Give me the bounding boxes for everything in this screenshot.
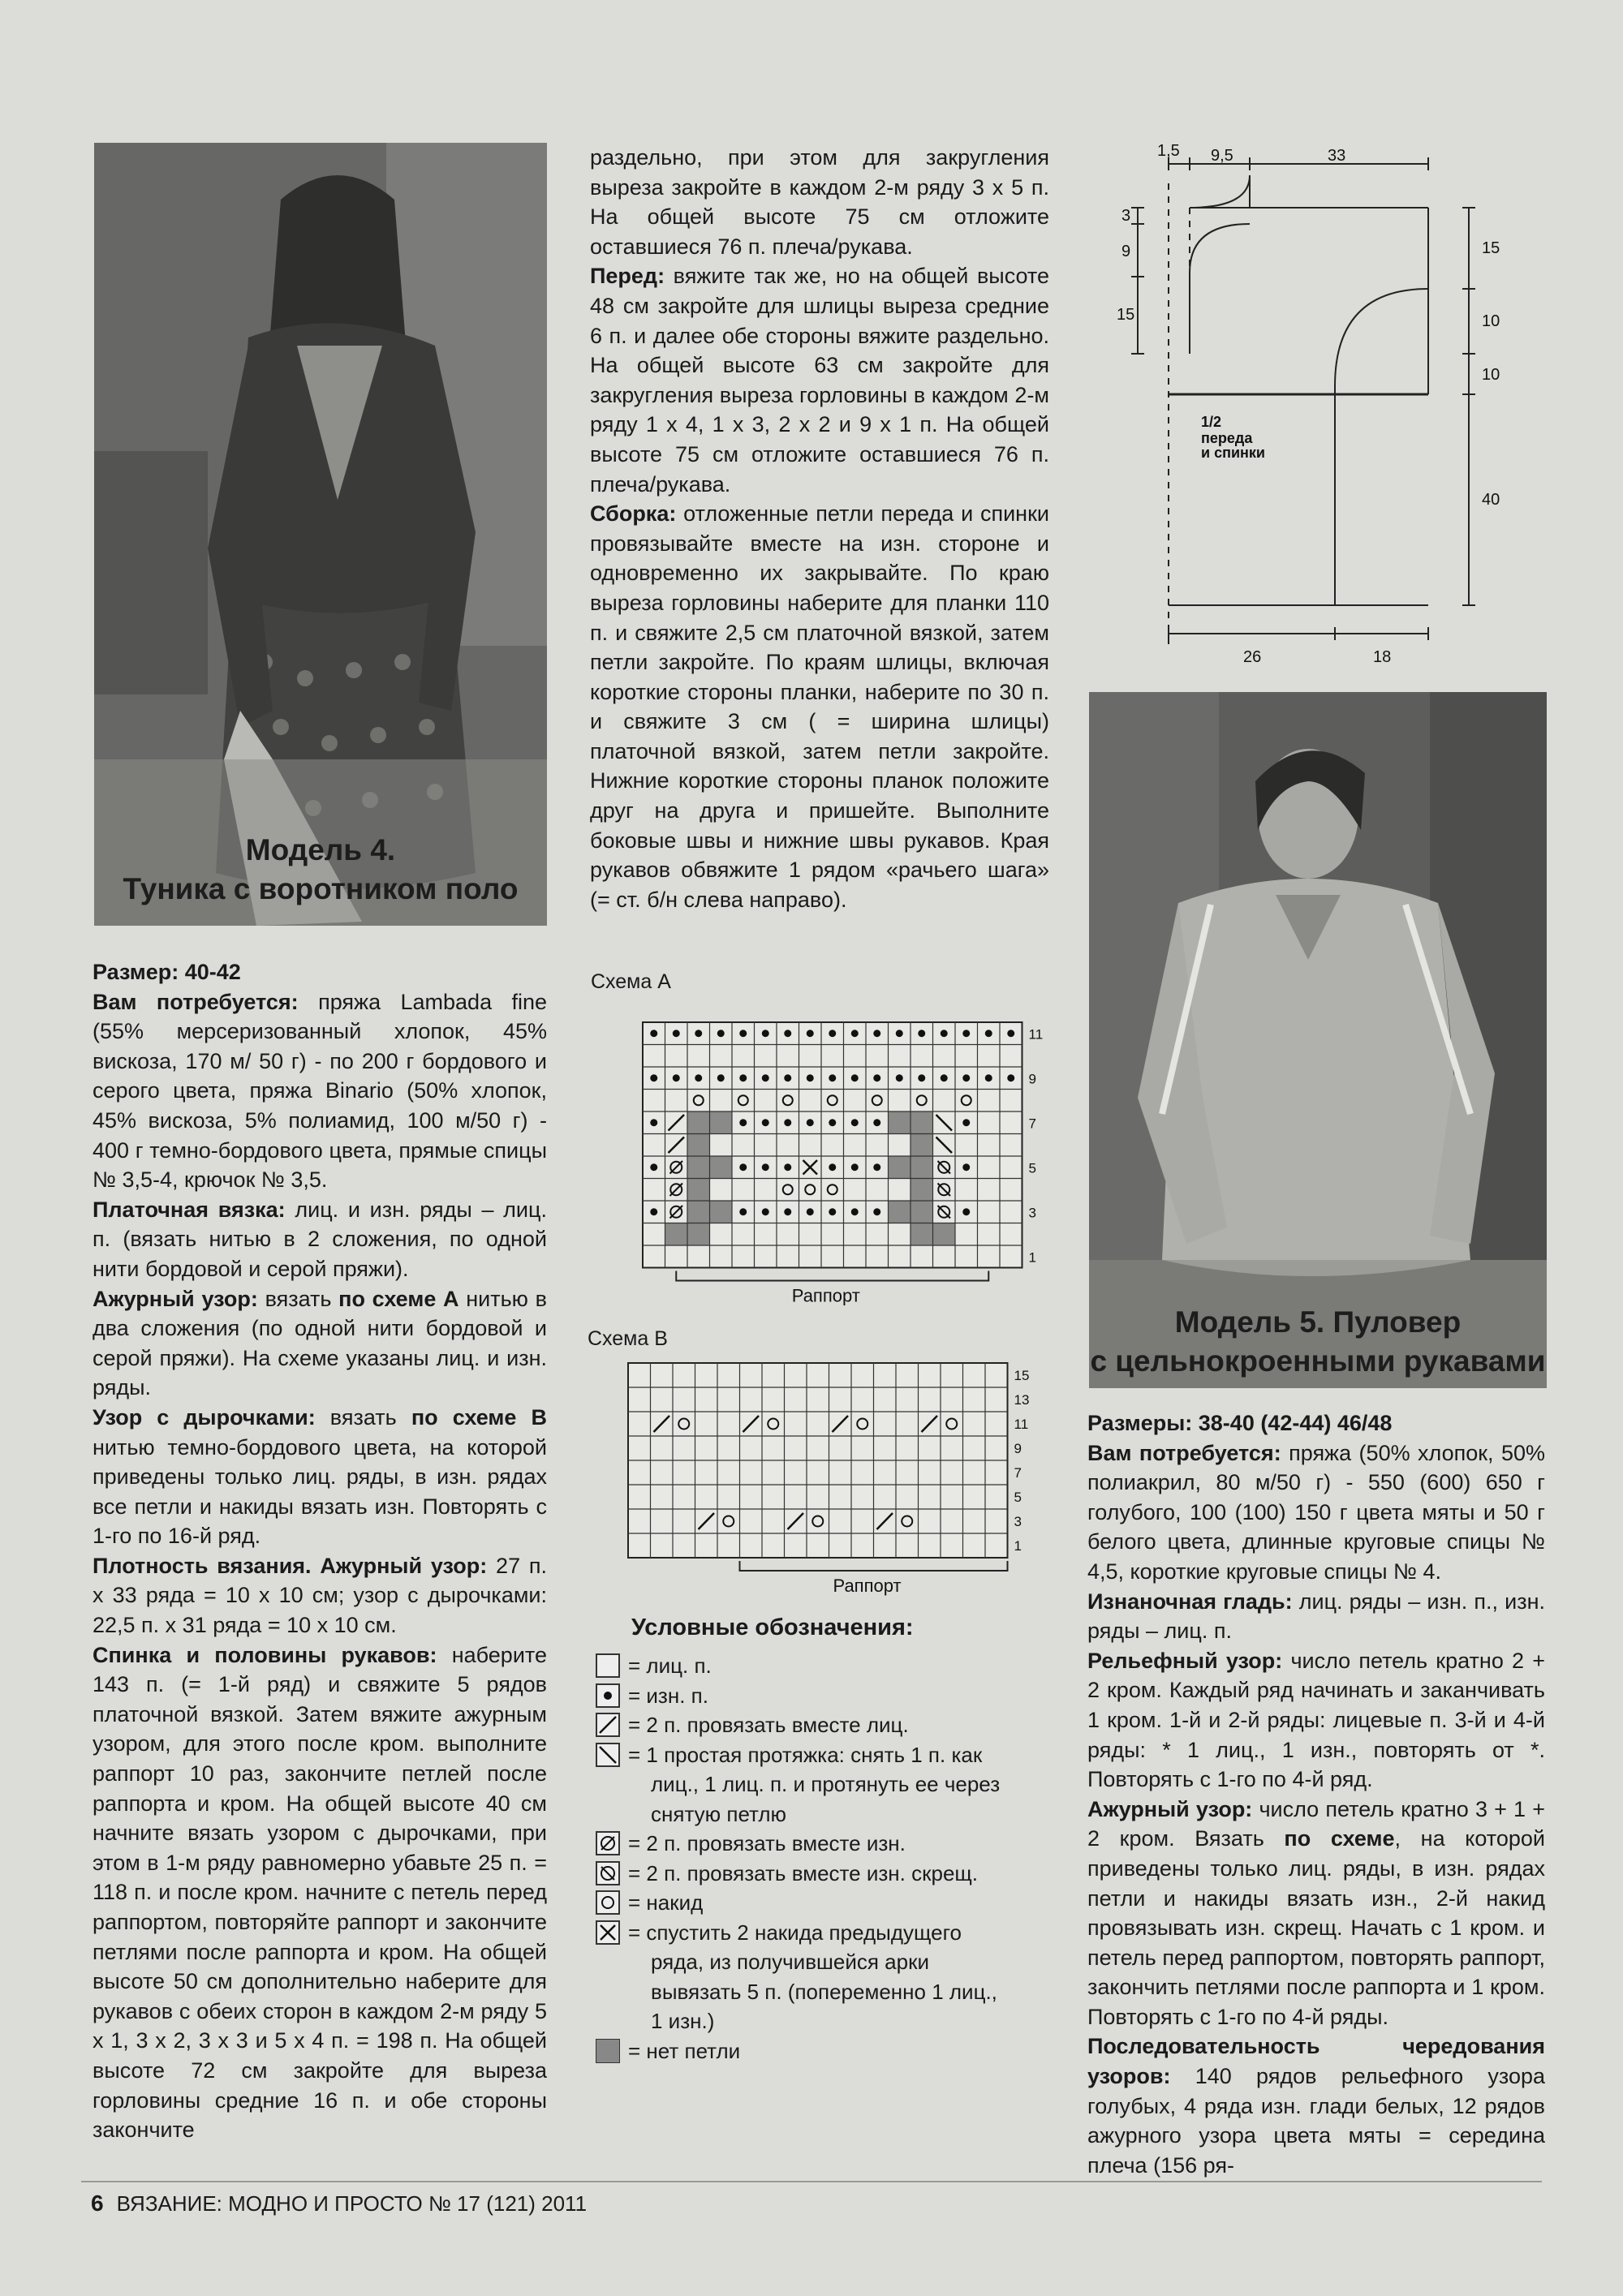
purl-dot — [784, 1030, 791, 1037]
legend-item — [596, 1682, 708, 1714]
legend-item — [596, 1919, 962, 1951]
legend-item — [651, 1800, 786, 1828]
front-label: Перед: — [590, 264, 665, 289]
lace-label: Ажурный узор: — [93, 1286, 258, 1311]
legend-item — [651, 1978, 997, 2006]
model5-caption-line1: Модель 5. Пуловер — [1174, 1305, 1462, 1339]
purl-dot — [762, 1074, 769, 1081]
purl-dot — [739, 1119, 747, 1126]
scheme-a-row-label: 11 — [1028, 1026, 1044, 1043]
purl-dot — [762, 1163, 769, 1171]
purl-dot — [807, 1074, 814, 1081]
model5-figure — [1089, 692, 1547, 1388]
legend-item — [651, 1770, 1000, 1798]
relief-text: число петель кратно 2 + 2 кром. Каждый ряд начинать и заканчивать 1 кром. 1-й и 2-й ряды: лицевые п. 3-й и 4-й ряды: * 1 лиц., 1 изн., повторять от *. Повторять с 1-го по 4-й ряд. — [1087, 1648, 1545, 1792]
relief-label: Рельефный узор: — [1087, 1648, 1283, 1673]
needs-label-2: Вам потребуется: — [1087, 1440, 1281, 1465]
legend-text: = лиц. п. — [628, 1653, 712, 1678]
purl-dot — [829, 1030, 836, 1037]
footer-rule — [81, 2181, 1542, 2182]
no-stitch-cell — [889, 1111, 911, 1134]
legend-symbol-icon — [596, 2039, 620, 2070]
scheme-b-row-label: 7 — [1014, 1465, 1022, 1481]
purl-dot — [851, 1119, 859, 1126]
no-stitch-cell — [911, 1134, 933, 1157]
legend-item — [596, 1889, 703, 1921]
purl-dot — [962, 1208, 970, 1215]
scheme-b-title: Схема В — [588, 1327, 668, 1350]
no-stitch-cell — [687, 1179, 710, 1202]
left-label-1: 3 — [1121, 207, 1131, 225]
legend-text: = изн. п. — [628, 1683, 708, 1708]
lace-text-2a: число петель кратно 3 + 1 + 2 кром. Вязать — [1087, 1796, 1545, 1851]
purl-dot — [784, 1208, 791, 1215]
legend-item — [596, 1711, 909, 1743]
gauge-text: 27 п. х 33 ряда = 10 х 10 см; узор с дырочками: 22,5 п. х 31 ряда = 10 х 10 см. — [93, 1553, 547, 1638]
assembly-label: Сборка: — [590, 501, 677, 527]
no-stitch-cell — [710, 1156, 733, 1179]
legend-symbol-icon — [596, 1920, 620, 1951]
right-label-4: 40 — [1482, 491, 1500, 509]
no-stitch-cell — [889, 1156, 911, 1179]
col2-text1: раздельно, при этом для закругления выреза закройте в каждом 2-м ряду 3 х 5 п. На общей высоте 75 см отложите оставшиеся 76 п. плеча/рукава. — [590, 145, 1049, 259]
lace-text-a: вязать — [257, 1286, 339, 1311]
size-label: Размер: 40-42 — [93, 960, 241, 984]
lace-label-2: Ажурный узор: — [1087, 1796, 1253, 1821]
purl-dot — [762, 1119, 769, 1126]
purl-dot — [873, 1163, 880, 1171]
no-stitch-cell — [710, 1201, 733, 1223]
legend-symbol-icon — [596, 1831, 620, 1862]
legend-item — [596, 1860, 978, 1892]
purl-dot — [695, 1030, 702, 1037]
holes-text-a: вязать — [315, 1404, 411, 1430]
garter-label: Платочная вязка: — [93, 1197, 286, 1222]
page-number: 6 — [91, 2191, 104, 2216]
purl-dot — [851, 1163, 859, 1171]
purl-dot — [851, 1030, 859, 1037]
legend-text: = нет петли — [628, 2038, 741, 2063]
assembly-text: отложенные петли переда и спинки провязывайте вместе на изн. стороне и одновременно их закрывайте. По краю выреза горловины наберите для планки 110 п. и свяжите 2,5 см платочной вязкой, затем петли закройте. По краям шлицы, включая короткие стороны планки, наберите по 30 п. и свяжите 3 см ( = ширина шлицы) платочной вязкой, затем петли закройте. Нижние короткие стороны планок положите друг на друга и пришейте. Выполните боковые швы и нижние швы рукавов. Края рукавов обвяжите 1 рядом «рачьего шага» (= ст. б/н слева направо). — [590, 501, 1049, 912]
no-stitch-cell — [933, 1223, 956, 1246]
legend-symbol-icon — [596, 1653, 620, 1684]
scheme-b-rapport-bracket — [740, 1561, 1008, 1571]
purl-dot — [762, 1208, 769, 1215]
purl-dot — [873, 1030, 880, 1037]
model5-photo — [1089, 692, 1547, 1388]
legend-symbol-icon — [596, 1713, 620, 1743]
scheme-b-row-label: 1 — [1014, 1538, 1022, 1554]
model4-caption-line2: Туника с воротником поло — [123, 872, 519, 905]
scheme-a-title: Схема А — [591, 970, 671, 993]
legend — [596, 1652, 1034, 2074]
right-label-3: 10 — [1482, 366, 1500, 384]
purl-dot — [962, 1163, 970, 1171]
lace-text-2b: , на которой приведены только лиц. ряды, в изн. рядах петли и накиды вязать изн., 2-й накид провязывать изн. скрещ. Начать с 1 кром. и петель перед раппортом, повторять раппорт, закончить петлями после раппорта и 1 кром. Повторять с 1-го по 4-й ряды. — [1087, 1826, 1545, 2029]
holes-text-b: нитью темно-бордового цвета, на которой приведены только лиц. ряды, в изн. рядах все петли и накиды вязать изн. Повторять с 1-го по 16-й ряд. — [93, 1434, 547, 1549]
scheme-a-row-label: 1 — [1028, 1249, 1036, 1266]
no-stitch-cell — [911, 1201, 933, 1223]
scheme-a-row-label: 9 — [1028, 1071, 1036, 1087]
bottom-label-1: 26 — [1243, 648, 1262, 666]
purl-dot — [941, 1030, 948, 1037]
footer — [91, 2191, 587, 2216]
purl-dot — [851, 1074, 859, 1081]
legend-text: снятую петлю — [651, 1801, 787, 1826]
scheme-a-row-label: 7 — [1028, 1116, 1036, 1132]
seq-text: 140 рядов рельефного узора голубых, 4 ряда изн. глади белых, 12 рядов ажурного узора цвета мяты = середина плеча (156 ря- — [1087, 2064, 1545, 2178]
legend-item — [651, 2007, 714, 2035]
left-label-3: 15 — [1117, 306, 1135, 324]
legend-text: вывязать 5 п. (попеременно 1 лиц., — [651, 1979, 997, 2004]
top-label-2: 9,5 — [1211, 147, 1233, 165]
no-stitch-cell — [911, 1179, 933, 1202]
purl-dot — [829, 1208, 836, 1215]
lace-text-b: нитью в два сложения (по одной нити бордовой и серой пряжи). На схеме указаны лиц. и изн. ряды. — [93, 1286, 547, 1400]
back-label: Спинка и половины рукавов: — [93, 1642, 437, 1667]
back-neck-curve — [1190, 175, 1250, 208]
legend-symbol-icon — [596, 1890, 620, 1921]
scheme-b-row-label: 15 — [1014, 1368, 1030, 1383]
model4-figure — [94, 143, 547, 926]
purl-dot — [695, 1074, 702, 1081]
purl-dot — [985, 1074, 992, 1081]
lace-scheme-ref-2: по схеме — [1284, 1826, 1395, 1851]
purl-dot — [1007, 1074, 1014, 1081]
model5-caption-line2: с цельнокроенными рукавами — [1090, 1344, 1546, 1378]
purl-dot — [739, 1074, 747, 1081]
purl-dot — [739, 1208, 747, 1215]
purl-dot — [962, 1030, 970, 1037]
purl-dot — [873, 1074, 880, 1081]
purl-dot — [807, 1030, 814, 1037]
purl-dot — [962, 1074, 970, 1081]
garter-text: лиц. и изн. ряды – лиц. п. (вязать нитью в 2 сложения, по одной нити бордовой и серой пряжи). — [93, 1197, 547, 1281]
purl-dot — [762, 1030, 769, 1037]
magazine-title: ВЯЗАНИЕ: МОДНО И ПРОСТО № 17 (121) 2011 — [116, 2191, 588, 2216]
purl-dot — [717, 1030, 725, 1037]
scheme-b-row-label: 5 — [1014, 1490, 1022, 1505]
legend-text: = 1 простая протяжка: снять 1 п. как — [628, 1742, 983, 1767]
center-label-3: и спинки — [1201, 445, 1265, 461]
legend-item — [596, 2037, 740, 2070]
purl-dot — [650, 1119, 657, 1126]
purl-dot — [673, 1074, 680, 1081]
no-stitch-cell — [889, 1201, 911, 1223]
holes-label: Узор с дырочками: — [93, 1404, 316, 1430]
legend-text: = 2 п. провязать вместе лиц. — [628, 1713, 909, 1737]
needs-text: пряжа Lambada fine (55% мерсеризованный хлопок, 45% вискоза, 170 м/ 50 г) - по 200 г бордового и серого цвета, пряжа Binario (50% хлопок, 45% вискоза, 5% полиамид, 100 м/50 г) - 400 г темно-бордового цвета, прямые спицы № 3,5-4, крючок № 3,5. — [93, 989, 548, 1193]
purl-dot — [873, 1119, 880, 1126]
model4-text-column-2 — [590, 143, 1049, 914]
needs-text-2: пряжа (50% хлопок, 50% полиакрил, 80 м/50 г) - 550 (600) 650 г голубого, 100 (100) 150 г цвета мяты и 50 г белого цвета, длинные круговые спицы № 4,5, короткие круговые спицы № 4. — [1087, 1440, 1545, 1584]
purl-dot — [784, 1163, 791, 1171]
no-stitch-cell — [911, 1111, 933, 1134]
no-stitch-cell — [687, 1134, 710, 1157]
purl-dot — [784, 1074, 791, 1081]
scheme-a-row-label: 5 — [1028, 1160, 1036, 1176]
purl-text: лиц. ряды – изн. п., изн. ряды – лиц. п. — [1087, 1589, 1545, 1644]
no-stitch-cell — [687, 1201, 710, 1223]
right-label-2: 10 — [1482, 312, 1500, 330]
purl-dot — [962, 1119, 970, 1126]
scheme-a-rapport-label: Раппорт — [791, 1285, 860, 1306]
bottom-label-2: 18 — [1373, 648, 1392, 666]
purl-dot — [717, 1074, 725, 1081]
legend-text: = 2 п. провязать вместе изн. — [628, 1831, 906, 1855]
no-stitch-cell — [710, 1111, 733, 1134]
purl-dot — [896, 1074, 903, 1081]
no-stitch-cell — [911, 1223, 933, 1246]
purl-dot — [985, 1030, 992, 1037]
purl-dot — [941, 1074, 948, 1081]
front-neck-curve — [1190, 224, 1250, 354]
model4-photo — [94, 143, 547, 926]
purl-dot — [650, 1208, 657, 1215]
scheme-b-row-label: 9 — [1014, 1441, 1022, 1456]
purl-dot — [851, 1208, 859, 1215]
garment-schematic — [1117, 142, 1558, 678]
top-label-3: 33 — [1328, 147, 1346, 165]
purl-dot — [650, 1163, 657, 1171]
purl-dot — [739, 1163, 747, 1171]
purl-dot — [829, 1163, 836, 1171]
model5-text-column — [1087, 1408, 1545, 2180]
legend-item — [596, 1652, 712, 1684]
purl-dot — [1007, 1030, 1014, 1037]
scheme-b-chart — [625, 1360, 1031, 1603]
legend-text: лиц., 1 лиц. п. и протянуть ее через — [651, 1772, 1001, 1796]
legend-text: 1 изн.) — [651, 2009, 715, 2033]
legend-symbol-icon — [596, 1683, 620, 1714]
purl-dot — [829, 1119, 836, 1126]
legend-text: = накид — [628, 1890, 704, 1915]
scheme-b-rapport-label: Раппорт — [833, 1576, 902, 1596]
purl-dot — [918, 1074, 925, 1081]
scheme-a-rapport-bracket — [676, 1271, 988, 1281]
model4-caption-line1: Модель 4. — [245, 833, 396, 866]
scheme-a-row-label: 3 — [1028, 1205, 1036, 1221]
legend-item — [596, 1829, 906, 1862]
purl-dot — [650, 1074, 657, 1081]
left-label-2: 9 — [1121, 243, 1131, 260]
scheme-b-row-label: 13 — [1014, 1392, 1030, 1408]
purl-dot — [673, 1030, 680, 1037]
legend-text: = спустить 2 накида предыдущего — [628, 1920, 962, 1945]
model4-text-column — [93, 957, 547, 2145]
no-stitch-cell — [687, 1156, 710, 1179]
legend-text: = 2 п. провязать вместе изн. скрещ. — [628, 1860, 979, 1885]
purl-dot — [918, 1030, 925, 1037]
no-stitch-cell — [687, 1111, 710, 1134]
front-text: вяжите так же, но на общей высоте 48 см закройте для шлицы выреза средние 6 п. и далее обе стороны вяжите раздельно. На общей высоте 63 см закройте для закругления выреза горловины в каждом 2-м ряду 1 х 4, 1 х 3, 2 х 2 и 9 х 1 п. На общей высоте 75 см отложите оставшиеся 76 п. плеча/рукава. — [590, 264, 1049, 497]
purl-dot — [896, 1030, 903, 1037]
purl-dot — [807, 1119, 814, 1126]
scheme-b-row-label: 11 — [1014, 1417, 1029, 1432]
seq-label: Последовательность чередования узоров: — [1087, 2034, 1545, 2089]
purl-dot — [650, 1030, 657, 1037]
top-label-1: 1,5 — [1157, 142, 1180, 160]
purl-dot — [784, 1119, 791, 1126]
purl-dot — [807, 1208, 814, 1215]
purl-dot — [829, 1074, 836, 1081]
center-label-2: переда — [1201, 430, 1253, 446]
no-stitch-cell — [911, 1156, 933, 1179]
center-label-1: 1/2 — [1201, 414, 1222, 430]
purl-dot — [873, 1208, 880, 1215]
needs-label: Вам потребуется: — [93, 989, 299, 1014]
legend-title: Условные обозначения: — [631, 1615, 914, 1640]
legend-item — [651, 1948, 929, 1976]
legend-symbol-icon — [596, 1743, 620, 1774]
lace-scheme-ref: по схеме А — [338, 1286, 459, 1311]
no-stitch-cell — [665, 1223, 688, 1246]
scheme-a-chart — [633, 1006, 1044, 1322]
purl-label: Изнаночная гладь: — [1087, 1589, 1293, 1614]
gauge-label: Плотность вязания. Ажурный узор: — [93, 1553, 488, 1578]
holes-scheme-ref: по схеме В — [411, 1404, 547, 1430]
legend-symbol-icon — [596, 1861, 620, 1892]
legend-item — [596, 1741, 982, 1774]
underarm-curve — [1335, 289, 1428, 605]
back-text: наберите 143 п. (= 1-й ряд) и свяжите 5 рядов платочной вязкой. Затем вяжите ажурным узором, для этого после кром. выполните раппорт 10 раз, закончите петлей после раппорта и кром. На общей высоте 40 см начните вязать узором с дырочками, при этом в 1-м ряду равномерно убавьте 25 п. = 118 п. и после кром. начните с петель перед раппортом, повторяйте раппорт и закончите петлями после раппорта и кром. На общей высоте 50 см дополнительно наберите для рукавов с обеих сторон в каждом 2-м ряду 5 х 1, 3 х 2, 3 х 3 и 5 х 4 п. = 198 п. На общей высоте 72 см закройте для выреза горловины средние 16 п. и обе стороны закончите — [93, 1642, 547, 2143]
purl-dot — [739, 1030, 747, 1037]
no-stitch-cell — [687, 1223, 710, 1246]
legend-text: ряда, из получившейся арки — [651, 1950, 929, 1974]
scheme-b-row-label: 3 — [1014, 1514, 1022, 1529]
sizes-label: Размеры: 38-40 (42-44) 46/48 — [1087, 1411, 1393, 1435]
right-label-1: 15 — [1482, 239, 1500, 257]
